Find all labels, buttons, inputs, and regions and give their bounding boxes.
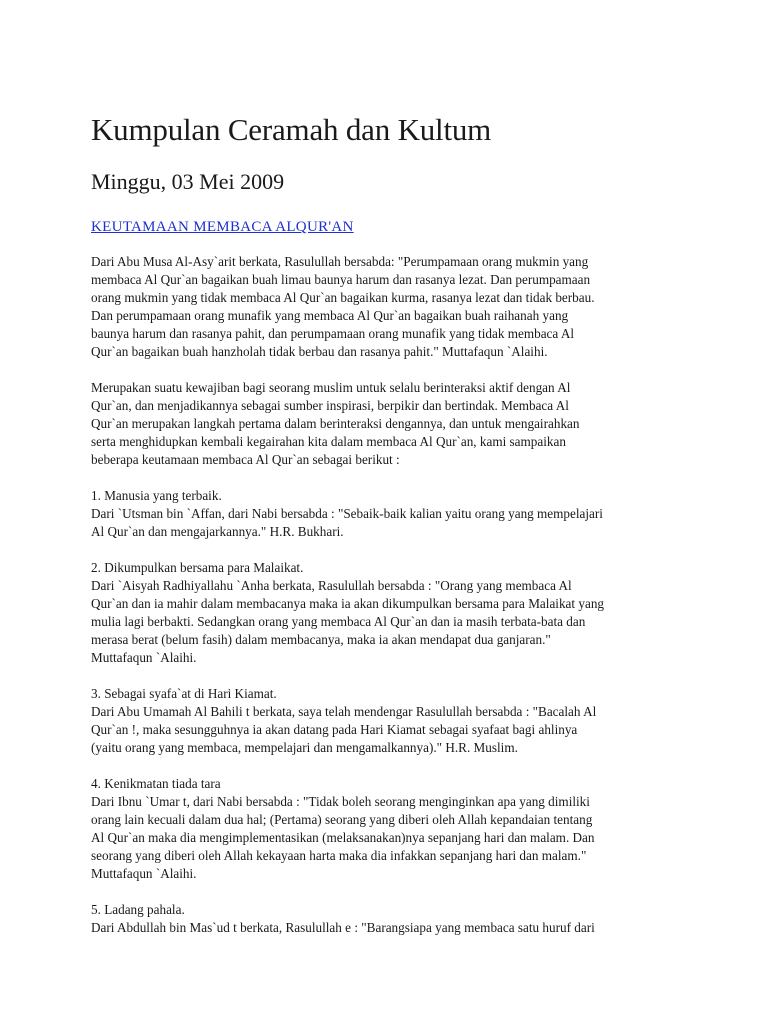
item-heading: 2. Dikumpulkan bersama para Malaikat. xyxy=(91,560,304,575)
paragraph-intro-hadith xyxy=(91,253,691,361)
list-item-3 xyxy=(91,685,691,757)
text-line: Muttafaqun `Alaihi. xyxy=(91,866,197,881)
text-line: Al Qur`an maka dia mengimplementasikan (melaksanakan)nya sepanjang hari dan malam. Dan xyxy=(91,830,595,845)
text-line: Dari Abu Musa Al-Asy`arit berkata, Rasulullah bersabda: "Perumpamaan orang mukmin yang xyxy=(91,254,589,269)
text-line: seorang yang diberi oleh Allah kekayaan harta maka dia infakkan sepanjang hari dan malam." xyxy=(91,848,587,863)
text-line: mulia lagi berbakti. Sedangkan orang yang membaca Al Qur`an dan ia masih terbata-bata dan xyxy=(91,614,586,629)
post-title-link[interactable]: KEUTAMAAN MEMBACA ALQUR'AN xyxy=(91,219,354,235)
list-item-4 xyxy=(91,775,691,883)
text-line: Dari `Aisyah Radhiyallahu `Anha berkata, Rasulullah bersabda : "Orang yang membaca Al xyxy=(91,578,572,593)
text-line: baunya harum dan rasanya pahit, dan perumpamaan orang munafik yang tidak membaca Al xyxy=(91,326,575,341)
item-heading: 5. Ladang pahala. xyxy=(91,902,185,917)
text-line: merasa berat (belum fasih) dalam membacanya, maka ia akan mendapat dua ganjaran." xyxy=(91,632,551,647)
text-line: Muttafaqun `Alaihi. xyxy=(91,650,197,665)
list-item-1 xyxy=(91,487,691,541)
text-line: Dari Abdullah bin Mas`ud t berkata, Rasulullah e : "Barangsiapa yang membaca satu huruf dari xyxy=(91,920,595,935)
text-line: (yaitu orang yang membaca, mempelajari dan mengamalkannya)." H.R. Muslim. xyxy=(91,740,518,755)
text-line: serta menghidupkan kembali kegairahan kita dalam membaca Al Qur`an, kami sampaikan xyxy=(91,434,566,449)
list-item-2 xyxy=(91,559,691,667)
text-line: orang lain kecuali dalam dua hal; (Pertama) seorang yang diberi oleh Allah kepandaian tentang xyxy=(91,812,593,827)
text-line: Al Qur`an dan mengajarkannya." H.R. Bukhari. xyxy=(91,524,344,539)
text-line: Dan perumpamaan orang munafik yang membaca Al Qur`an bagaikan buah raihanah yang xyxy=(91,308,569,323)
paragraph-obligation xyxy=(91,379,691,469)
text-line: Dari Ibnu `Umar t, dari Nabi bersabda : "Tidak boleh seorang menginginkan apa yang dimiliki xyxy=(91,794,590,809)
text-line: Qur`an merupakan langkah pertama dalam berinteraksi dengannya, dan untuk mengairahkan xyxy=(91,416,580,431)
item-heading: 1. Manusia yang terbaik. xyxy=(91,488,222,503)
text-line: beberapa keutamaan membaca Al Qur`an sebagai berikut : xyxy=(91,452,400,467)
text-line: Qur`an dan ia mahir dalam membacanya maka ia akan dikumpulkan bersama para Malaikat yang xyxy=(91,596,605,611)
text-line: Qur`an, dan menjadikannya sebagai sumber inspirasi, berpikir dan bertindak. Membaca Al xyxy=(91,398,569,413)
text-line: membaca Al Qur`an bagaikan buah limau baunya harum dan rasanya lezat. Dan perumpamaan xyxy=(91,272,591,287)
blog-page xyxy=(91,108,691,955)
text-line: Dari `Utsman bin `Affan, dari Nabi bersabda : "Sebaik-baik kalian yaitu orang yang mempelajari xyxy=(91,506,603,521)
text-line: Qur`an !, maka sesungguhnya ia akan datang pada Hari Kiamat sebagai syafaat bagi ahlinya xyxy=(91,722,578,737)
text-line: Merupakan suatu kewajiban bagi seorang muslim untuk selalu berinteraksi aktif dengan Al xyxy=(91,380,571,395)
text-line: Dari Abu Umamah Al Bahili t berkata, saya telah mendengar Rasulullah bersabda : "Bacalah Al xyxy=(91,704,597,719)
text-line: orang mukmin yang tidak membaca Al Qur`an bagaikan kurma, rasanya lezat dan tidak berbau. xyxy=(91,290,595,305)
list-item-5 xyxy=(91,901,691,937)
item-heading: 3. Sebagai syafa`at di Hari Kiamat. xyxy=(91,686,277,701)
item-heading: 4. Kenikmatan tiada tara xyxy=(91,776,221,791)
post-body xyxy=(91,253,691,937)
blog-title: Kumpulan Ceramah dan Kultum xyxy=(91,112,492,147)
text-line: Qur`an bagaikan buah hanzholah tidak berbau dan rasanya pahit." Muttafaqun `Alaihi. xyxy=(91,344,548,359)
post-date: Minggu, 03 Mei 2009 xyxy=(91,169,285,194)
